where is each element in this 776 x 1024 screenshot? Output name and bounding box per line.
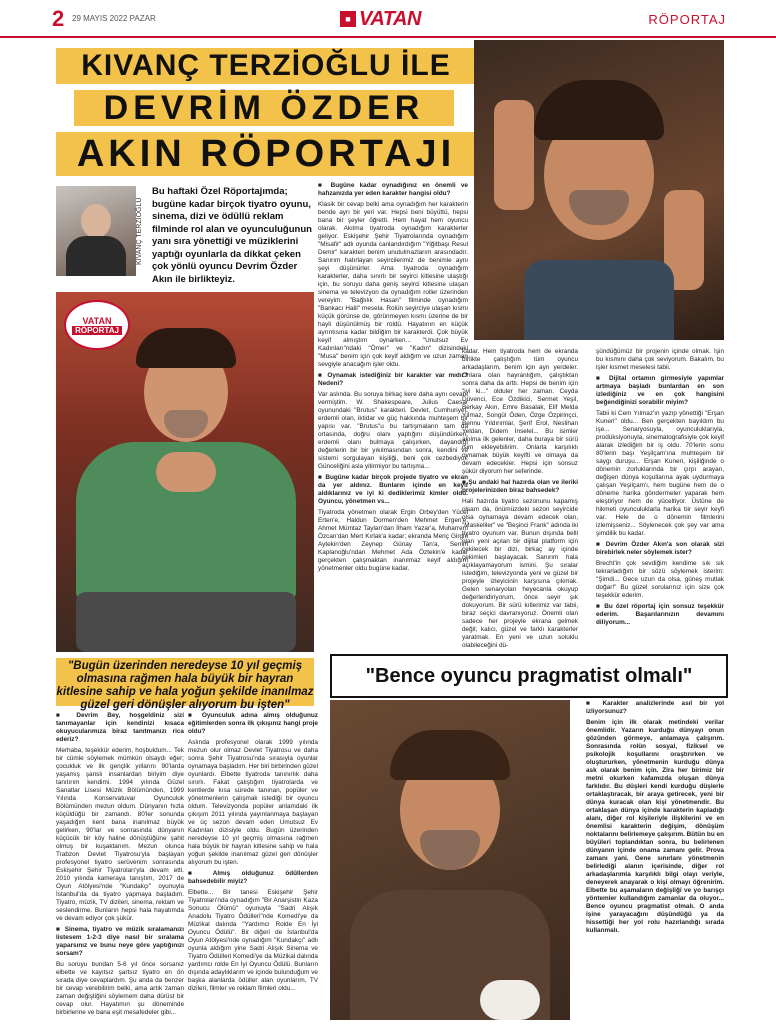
question-paragraph: ■ Sinema, tiyatro ve müzik sıralamanızı listesem 1-2-3 diye nasıl bir sıralama yaparsınız ve bunu neye göre yaptığınızı sorsam? (56, 926, 184, 957)
intro-paragraph: Bu haftaki Özel Röportajımda; bugüne kadar birçok tiyatro oyunu, sinema, dizi ve ödüllü reklam filminde rol alan ve oyunculuğunun yanı sıra yönettiği ve müziklerini yaptığı oyunlarla da dikkat çeken çok yönlü oyuncu Devrim Özder Akın ile birlikteyiz. (152, 186, 312, 285)
title-line-2: DEVRİM ÖZDER (74, 90, 454, 126)
answer-paragraph: Bu soruyu bundan 5-6 yıl önce sorsanız elbette ve kayıtsız şartsız tiyatro en ön sırada diye cevaplardım. Şu anda da benzer bir cevap verebilirim belki, ama artık zaman zaman değiştiğini söylemem daha dürüst bir cevap olur. Hayatımın şu döneminde birbirlerine ve bana eşit mesafedeler gibi... (56, 961, 184, 1016)
article-column-1 (318, 182, 468, 682)
vatan-logo (340, 8, 430, 30)
answer-paragraph: Tabii ki Cem Yılmaz'ın yazıp yönettiği "Erşan Kuneri" oldu... Ben gerçekten bayıldım bu işe... Senaryosuyla, oyunculuklarıyla, prodüksiyonuyla, sinematografisiyle çok keyif alarak izlediğim bir iş oldu. 70'lerin sonu 80'lerin başı Yeşilçam'ına muhteşem bir saygı duruşu... Erşan Kuneri, kişiliğinde o dönemin zorluklarında bir çırpı arayan, değişen dünya koşullarına ayak uydurmaya çalışan Yeşilçam'ı, hem bugüne hem de o döneme harika göndermeler yaparak hem eleştiriyor hem de yüceltiyor. Üstüne de hikmeti oyunculuklarla harika bir seyir keyfi var. Hele de o dönemin filmlerini izlemişseniz... Söylenecek çok şey var ama şimdilik bu kadar. (596, 410, 724, 537)
answer-paragraph: kadar. Hem tiyatroda hem de ekranda birlikte çalıştığım tüm oyuncu arkadaşlarım, benim için ayrı yerdeler. Onlara olan hayranlığım, çalıştıktan sonra daha da arttı. Hepsi de benim için "iyi ki..." olduler her zaman. Ceyda Düvenci, Ece Özdikici, Sermet Yeşil, Berkay Akın, Emre Basalak, Elif Melda Yılmaz, Songül Öden, Özge Özpirinçci, Bennu Yıldırımlar, Şerif Erol, Neslihan Yeldan, Didem İnselel... Bu isimler akılma ilk gelenler, daha buraya bir sürü isim ekleyebilirim. Onlarla karşılıklı oynamak büyük keyifti ve olmaya da devam edecekler. Hepsi için sonsuz şükür diyorum her seferinde. (462, 348, 578, 475)
question-paragraph: ■ Dijital ortamın girmesiyle yapımlar artmaya başladı bunlardan en son izlediğiniz ve en çok hangisini beğendiğinizi sorabilir miyim? (596, 375, 724, 406)
answer-paragraph: Var aslında. Bu soruya birkaç kere daha aynı cevabı vermiştim. W. Shakespeare, Julius Caesar oyunundaki "Brutus" karakteri. Devlet, Cumhuriyet, erdemli olan, iktidar ve güç hakkında muhteşem bir yapısı var. "Brutus"u bu tartışmaların tam da ortasında, doğru olanı yaptığını düşündürken, erdemli olanı bulmaya çalışırken, dayandığı değerlerin bir bir yıkılmasından sonra, kendini ve sistemi sorgulayan kişiliği, beni çok cezbediyor. Günceliğini asla yitirmiyor bu tartışma... (318, 391, 468, 470)
answer-paragraph: Aslında profesyonel olarak 1999 yılında mezun olur olmaz Devlet Tiyatrosu ve daha sonra Şehir Tiyatrosu'nda sırasıyla oyunlar oynamaya başladım. Her biri birbirinden güzel oyunlardı. Elbette tiyatroda tanınırlık daha sınırlı. Fakat çalıştığım tiyatrolarda ve kentlerde kısa sürede tanınan, popüler ve yönetmenlerin çalışmak istediği bir oyuncu oldum. Televizyonda popüler anlamdaki ilk çıkışım 2011 yılında yayınlanmaya başlayan ve üç sezon devam eden Umutsuz Ev Kadınları dizisiyle oldu. Bugün üzerinden neredeyse 10 yıl geçmiş olmasına rağmen hala büyük bir hayran kitlesine sahip ve hala yoğun şekilde inanılmaz güzel geri dönüşler alıyorum bu işten. (188, 739, 318, 866)
question-paragraph: ■ Bugüne kadar birçok projede tiyatro ve ekran da yer aldınız. Bunların içinde en keyif aldıklarınız ve iyi ki dediklerimiz kimler oldu. Oyuncu, yönetmen vs... (318, 474, 468, 505)
answer-paragraph: Merhaba, teşekkür ederim, hoşbuldum... Tek bir cümle söylemek mümkün olsaydı eğer; çocukluk ve ilk gençlik yıllarını 90'larda yaşamış şanslı insanlardan biriyim diye tanıtırım kendimi. 1994 yılında Güzel Sanatlar Lisesi Müzik Bölümünden, 1999 Yılında Konservatuvar Oyunculuk Bölümünden mezun oldum. Dünyanın hızla küçüldüğü bir zamandı. 80'ler sonunda yaşadığım kent bana inanılmaz büyük gelirken, 90'lar ve sonrasında dünyanın küçücük bir köy haline dönüştüğüne şahit olmuş bir kuşaktanım. Mezun olunca Trabzon Devlet Tiyatrosu'yla başlayan profesyonel tiyatro serüvenim sonrasında Eskişehir Şehir Tiyatroları'yla devam etti. 2010 yılında kameraya tanıştım, 2017 de Oyun Atölyesi'nde "Kundakçı" oyunuyla İstanbul'da da tiyatro yapmaya başladım. Tiyatro, müzik, TV dizileri, sinema, reklam ve seslendirme. Bunların hepsi hala hayatımda ve devam ediyor çok şükür. (56, 747, 184, 922)
pull-quote-2: "Bence oyuncu pragmatist olmalı" (330, 654, 728, 698)
section-label: RÖPORTAJ (648, 12, 726, 27)
author-thumbnail-photo (56, 186, 136, 276)
article-column-6 (586, 700, 724, 1020)
portrait-photo-bottom (330, 700, 570, 1020)
answer-paragraph: şündüğümüz bir projenin içinde olmak. İşin bu kısmını daha çok seviyorum. Bakalım, bu işler kısmet meselesi tabii. (596, 348, 724, 371)
portrait-photo-top (474, 40, 724, 340)
question-paragraph: ■ Bugüne kadar oynadığınız en önemli ve hafızanızda yer eden karakter hangisi oldu? (318, 182, 468, 197)
logo-text: VATAN (359, 7, 421, 30)
question-paragraph: ■ Devrim Özder Akın'a son olarak sizi birebirlek neler söylemek ister? (596, 541, 724, 556)
answer-paragraph: Hali hazırda tiyatro sezonunu kapamış olsam da, önümüzdeki sezon seyircide olsa oynamaya devam edecek olan, "Maskeliler" ve "Beşinci Frank" adında iki tiyatro oyunum var. Bunun dışında belli olan yeni açılan bir dijital platform için çekilecek bir dizi, birkaç ay içinde çekimleri başlayacak. Sanırım hala açıklayamayorum ismini. Şu sıralar istediğim, televizyonda yeni ve güzel bir projeyle izleyicinin karşısına çıkmak. Gelen senaryoları heyecanla okuyup değerlendiriyorum, önce seyir şık dokuyorum. Bir sürü kıtlerimiz var tabii, biraz seçici davranıyoruz. Önemli olan sadece her projeyle ekrana gelmek değil; kalıcı, güzel ve farklı karakterler yaratmak. En yeni ve uzun soluklu olabileceğini dü- (462, 498, 578, 649)
logo-mark-icon: ■ (340, 11, 356, 27)
answer-paragraph: Elbette... Bir tanesi Eskişehir Şehir Tiyatroları'nda oynadığım "Bir Anarşistin Kaza Sonucu Ölümü" oyunuyla "Sadri Alışık Anadolu Tiyatro Ödülleri"nde Komedi'ye da Müzikal dalında "Yardımcı Rolde En İyi Oyuncu Ödülü". Bir diğeri de İstanbul'da Oyun Atölyesi'nde oynadığım "Kundakçı" adlı oyunla aldığım yine Sadri Alışık Sinema ve Tiyatro Ödülleri Komedi'ye da Müzikal dalında yardımcı rolde En İyi Oyuncu Ödülü. Bunların dışında adaylıklarım ve içinde bulunduğum ve başka alanlarda ödüller alan oyunlarım, TV dizileri, filmler ve reklam filmleri oldu... (188, 889, 318, 992)
article-column-4 (56, 712, 184, 1022)
article-column-5 (188, 712, 318, 1022)
pull-quote-1: "Bugün üzerinden neredeyse 10 yıl geçmiş olmasına rağmen hala büyük bir hayran kitlesine sahip ve hala yoğun şekilde inanılmaz güzel geri dönüşler alıyorum bu işten" (56, 660, 314, 711)
question-paragraph: ■ Oyunculuk adına almış olduğunuz eğitimlerden sonra ilk çıkışınız hangi proje oldu? (188, 712, 318, 735)
article-column-2 (462, 348, 578, 678)
question-paragraph: ■ Karakter analizlerinde asıl bir yol izliyorsunuz? (586, 700, 724, 715)
sticker-label: RÖPORTAJ (72, 326, 122, 335)
question-paragraph: ■ Almış olduğunuz ödüllerden bahsedebilir miyiz? (188, 870, 318, 885)
title-line-1: KIVANÇ TERZİOĞLU İLE (56, 48, 476, 84)
question-paragraph: ■ Şu andaki hal hazırda olan ve ileriki projelerinizden biraz bahsedek? (462, 479, 578, 494)
question-paragraph: ■ Devrim Bey, hoşgeldiniz sizi tanımayanlar için kendinizi kısaca okuyucularımıza biraz tanıtmanızı rica ederiz? (56, 712, 184, 743)
answer-paragraph: Brecht'in çok sevdiğim kendime sık sık tekrarladığım bir sözü söylemek isterim: "Şimdi... Gece uzun da olsa, güneş mutlak doğar!" Bu güzel sorularınız için size çok teşekkür ederim. (596, 560, 724, 599)
thumbnail-caption: KIVANÇ TERZİOĞLU (136, 197, 143, 265)
answer-paragraph: Tiyatroda yönetmen olarak Ergin Orbey'den Yücel Erten'e, Haldun Dormen'den Mehmet Ergen'e, Ahmet Mümtaz Taylan'dan İlham Yazar'a, Muharrem Özcan'dan Mert Kırlak'a kadar; ekranda Meriç Girgin Aytekin'den Zeynep Günay Tan'a, Semih Kaplanoğlu'ndan Mehmet Ada Öztekin'e kadar gerçekten çalışmaktan inanılmaz keyif aldığım yönetmenler oldu bugüne kadar. (318, 509, 468, 572)
answer-paragraph: Benim için ilk olarak metindeki verilar önemlidir. Yazarın kurduğu dünyayı onun gözünden görmeye, anlamaya çalışırım. Sonrasında rolün sosyal, fiziksel ve psikolojik koşullarını oraştırırken ve oluştururken, yönetmenin kurduğu dünya ask olarak benim için. Zira her birimiz bir metni okurken kafamızda oluşan dünya farklıdır. Bu düşleri kendi kurduğu düşlerle ortaklaştıracak, bir araya getirecek, yeni bir dünya kuracak olan kişi yönetmendir. Bu ortaklaşan dünya içinde karakterin kapladığı alanı, diğer rol kişileriyle ilişkilerini ve en önemlisi karakterin değişim, dönüşüm noktalarını belirlemeye çalışırım. Bütün bu en büyüleri toplandıktan sonra, bu belirlenen dünyanın içinde onama zamanı gelir. Prova zamanı yani. Gene sınırlanı yönetmenin belirlediği alanın içerisinde, diğer rol arkadaşlarımla karşılıklı bilgi olayı veriyle, deneyerek anayarak o kişi olmayı öğrenirim. Elbette bu aşamaların değişliği ve yo barışçı yöntemler kullandığım zamanlar da oluyor... Bence oyuncu pragmatist olmalı. O anda işine yarayacağını düşündüğü ya da hissettiği her yol rolu hazırlandığı sırada kullanmalı. (586, 719, 724, 934)
page-number: 2 (52, 6, 65, 31)
question-paragraph: ■ Bu özel röportaj için sonsuz teşekkür ederim. Başarılarınızın devamını diliyorum... (596, 603, 724, 626)
vatan-roportaj-sticker (64, 300, 130, 350)
title-line-3: AKIN RÖPORTAJI (56, 132, 476, 176)
sticker-brand: VATAN (82, 315, 112, 326)
question-paragraph: ■ Oynamak istediğiniz bir karakter var mıdır? Nedeni? (318, 372, 468, 387)
article-column-3 (596, 348, 724, 678)
page-date: 29 MAYIS 2022 PAZAR (72, 14, 156, 23)
answer-paragraph: Klasik bir cevap belki ama oynadığım her karakterin bende ayrı bir yeri var. Hepsi beni büyüttü, hepsi bana bir şeyler öğretti. Hem hayat hem oyuncu olarak. Akılma tiyatroda oynadığım karakterler geliyor. Eskişehir Şehir Tiyatrolarında oynadığım "Misafir" adlı oyunda canlandırdığım "Yiğitbaşı Resul Demir" karakteri benim unutulmazlarım arasındadır. Sanırım hatırlayan seyircilerimiz de benimle aynı şeyi düşünürler. Ama tiyatroda oynadığım karakterler, daha sınırlı bir seyirci kitlesine ulaştığı için, bu soruyu daha geniş seyirci kitlesine ulaşan sinema ve televizyon da oynadığım roller üzerinden vereyim. "Bağlılık Hasan" filminde oynadığım "Bankacı Halil" mesela. Rolün seyirciye ulaşan kısmı küçük görünse de, görünmeyen kısmı üzerine de bir hayli düşünülmüş bir roldü. Hayatının en küçük ayrıntısına kadar bildiğim bir karakterdi. Çok büyük keyif almıştım oynarken... "Unutsuz Ev Kadınları"ndaki "Ömer" ve "Kadın" dizisindeki "Musa" benim için çok keyif aldığım ve uzun zaman sevgiyle anacağım işler oldu. (318, 201, 468, 368)
